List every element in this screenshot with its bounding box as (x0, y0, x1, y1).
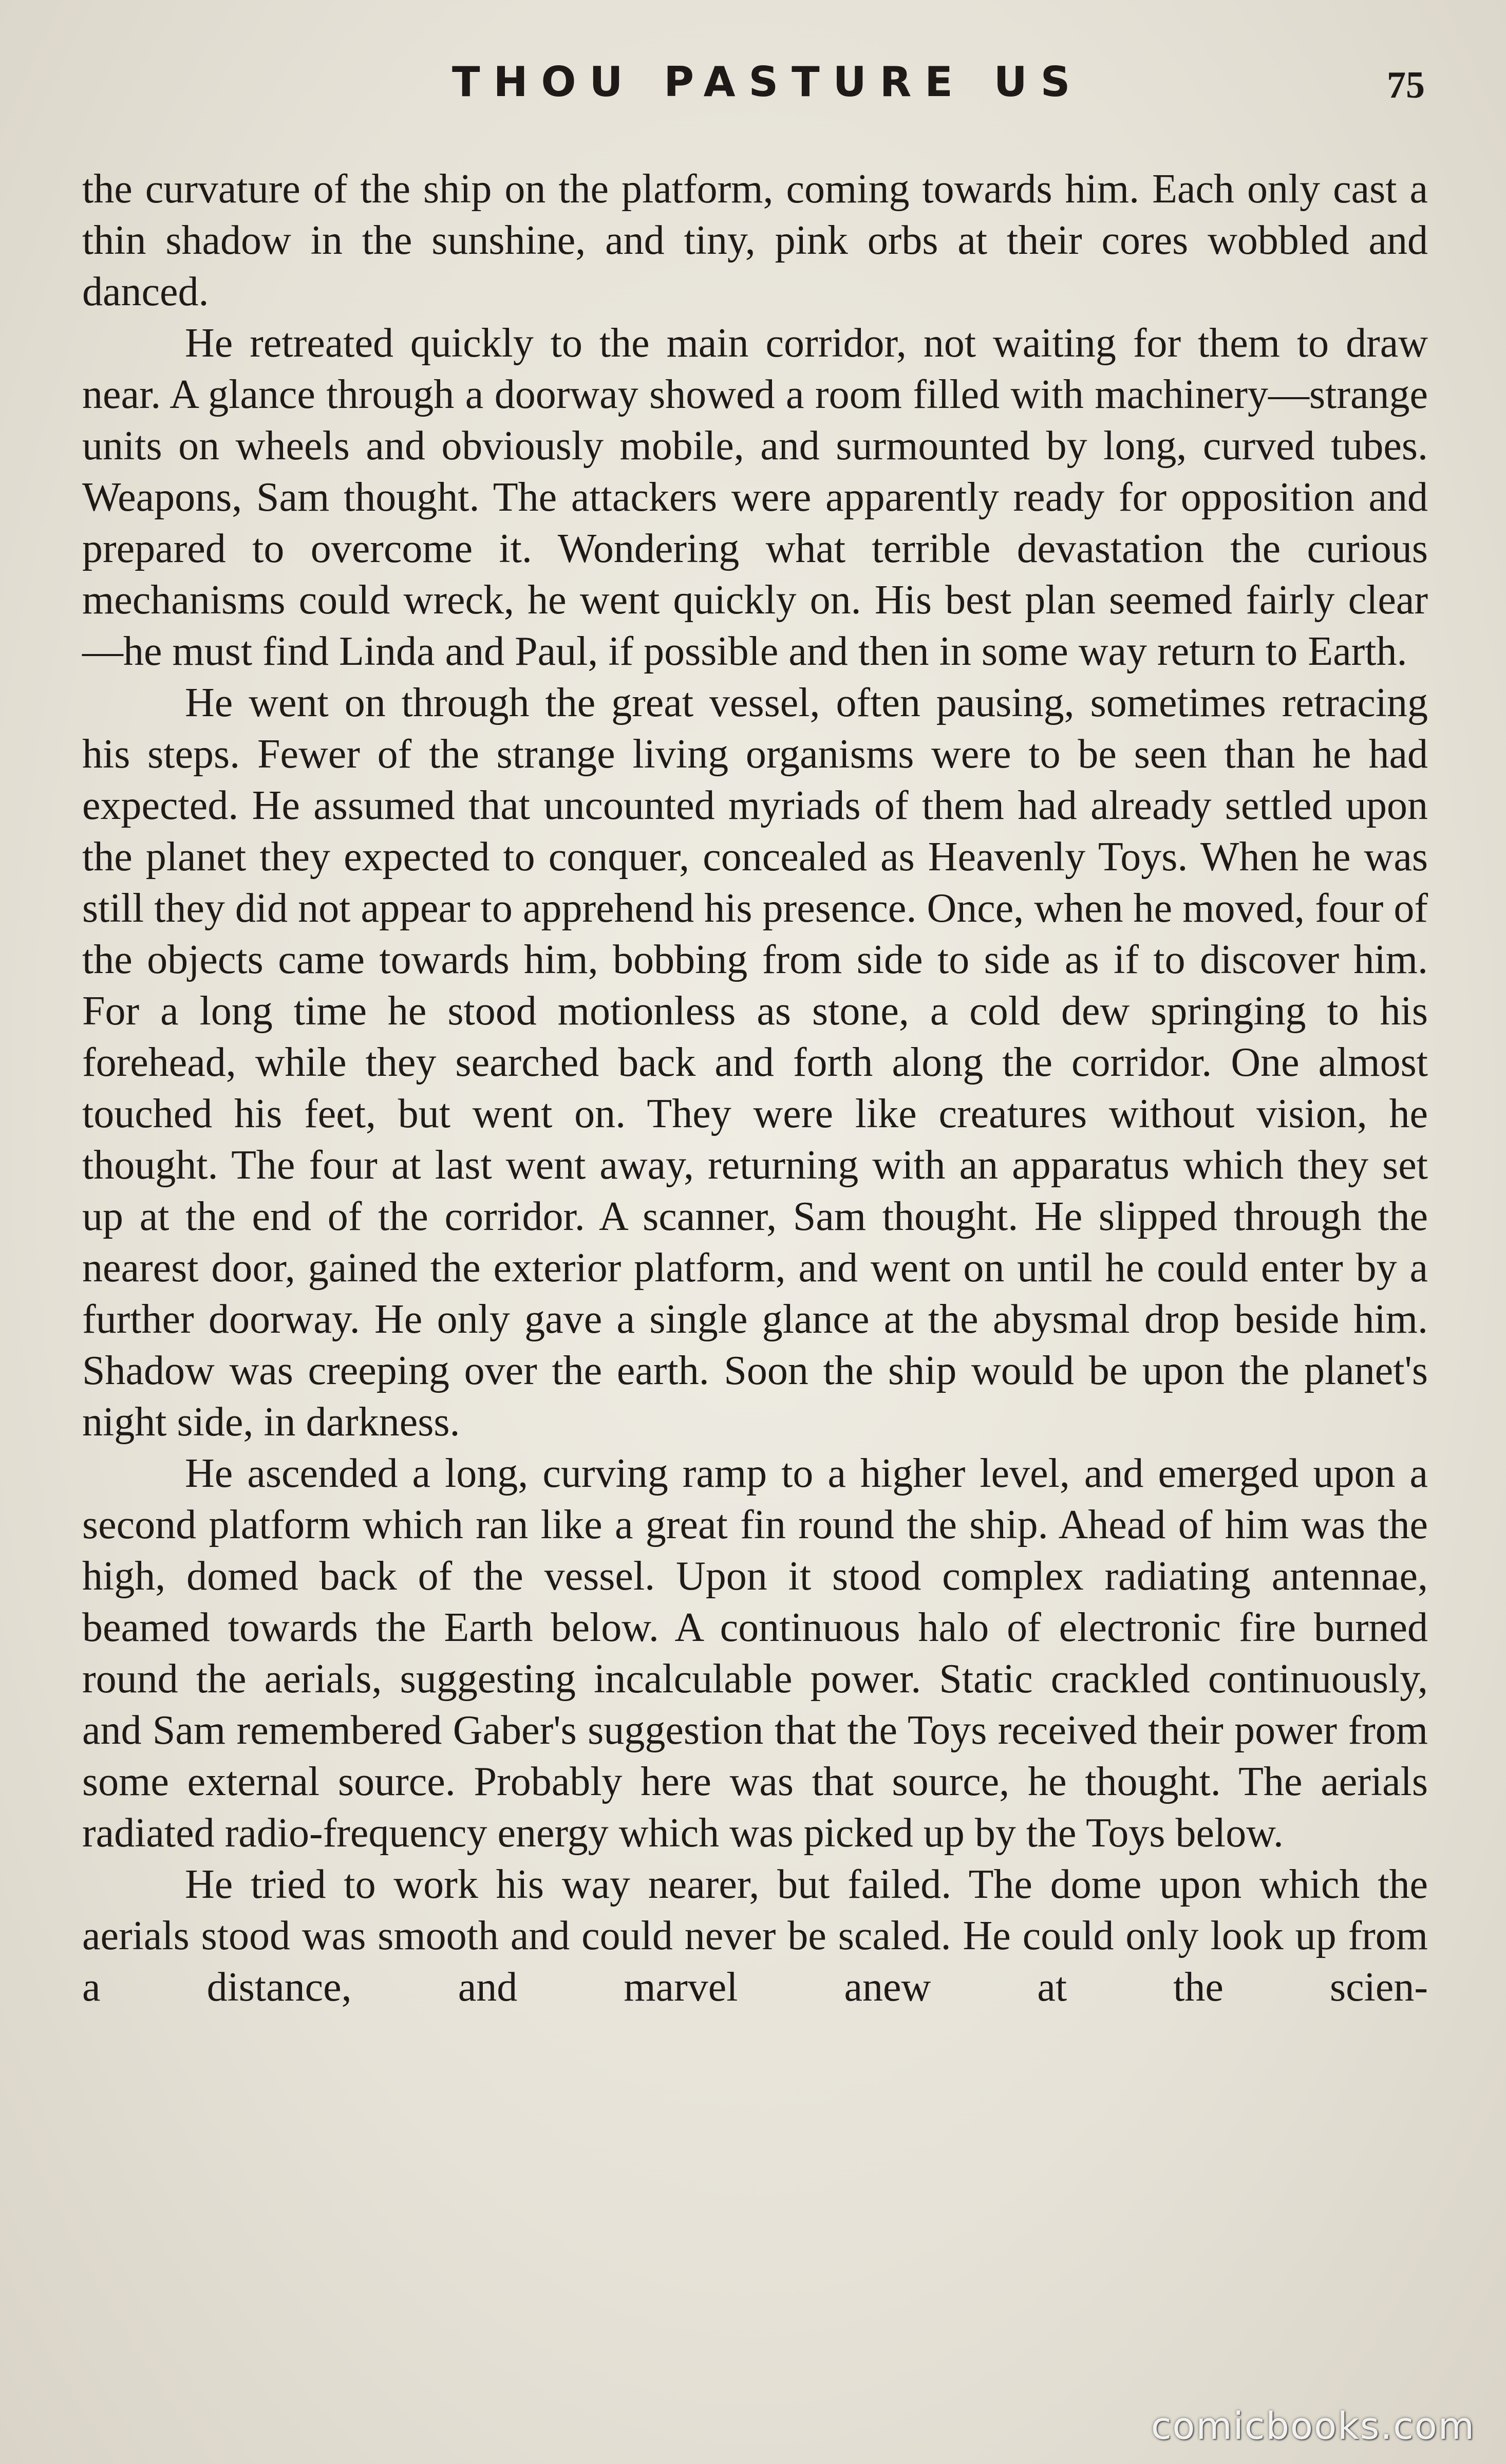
paragraph: He retreated quickly to the main corridor, not waiting for them to draw near. A glance through a doorway showed a room filled with machinery—strange units on wheels and obviously mobile, and surmounted by long, curved tubes. Weapons, Sam thought. The attackers were apparently ready for opposition and prepared to overcome it. Wondering what terrible devastation the curious mechanisms could wreck, he went quickly on. His best plan seemed fairly clear—he must find Linda and Paul, if possible and then in some way return to Earth. (82, 321, 1428, 674)
body-text (82, 163, 1428, 2013)
running-head (0, 54, 1506, 116)
paragraph: He ascended a long, curving ramp to a higher level, and emerged upon a second platform which ran like a great fin round the ship. Ahead of him was the high, domed back of the vessel. Upon it stood complex radiating antennae, beamed towards the Earth below. A continuous halo of electronic fire burned round the aerials, suggesting incalculable power. Static crackled continuously, and Sam remembered Gaber's suggestion that the Toys received their power from some external source. Probably here was that source, he thought. The aerials radiated radio-frequency energy which was picked up by the Toys below. (82, 1451, 1428, 1856)
running-title: THOU PASTURE US (452, 58, 1084, 106)
paragraph: the curvature of the ship on the platform, coming towards him. Each only cast a thin shadow in the sunshine, and tiny, pink orbs at their cores wobbled and danced. (82, 166, 1428, 314)
paragraph: He went on through the great vessel, often pausing, sometimes retracing his steps. Fewer of the strange living organisms were to be seen than he had expected. He assumed that uncounted myriads of them had already settled upon the planet they expected to conquer, concealed as Heavenly Toys. When he was still they did not appear to apprehend his presence. Once, when he moved, four of the objects came towards him, bobbing from side to side as if to discover him. For a long time he stood motionless as stone, a cold dew springing to his forehead, while they searched back and forth along the corridor. One almost touched his feet, but went on. They were like creatures without vision, he thought. The four at last went away, returning with an apparatus which they set up at the end of the corridor. A scanner, Sam thought. He slipped through the nearest door, gained the exterior platform, and went on until he could enter by a further doorway. He only gave a single glance at the abysmal drop beside him. Shadow was creeping over the earth. Soon the ship would be upon the planet's night side, in darkness. (82, 680, 1428, 1445)
watermark: comicbooks.com (1151, 2404, 1475, 2448)
paragraph: He tried to work his way nearer, but failed. The dome upon which the aerials stood was smooth and could never be scaled. He could only look up from a distance, and marvel anew at the scien- (82, 1862, 1428, 2010)
page-number: 75 (1387, 64, 1425, 106)
